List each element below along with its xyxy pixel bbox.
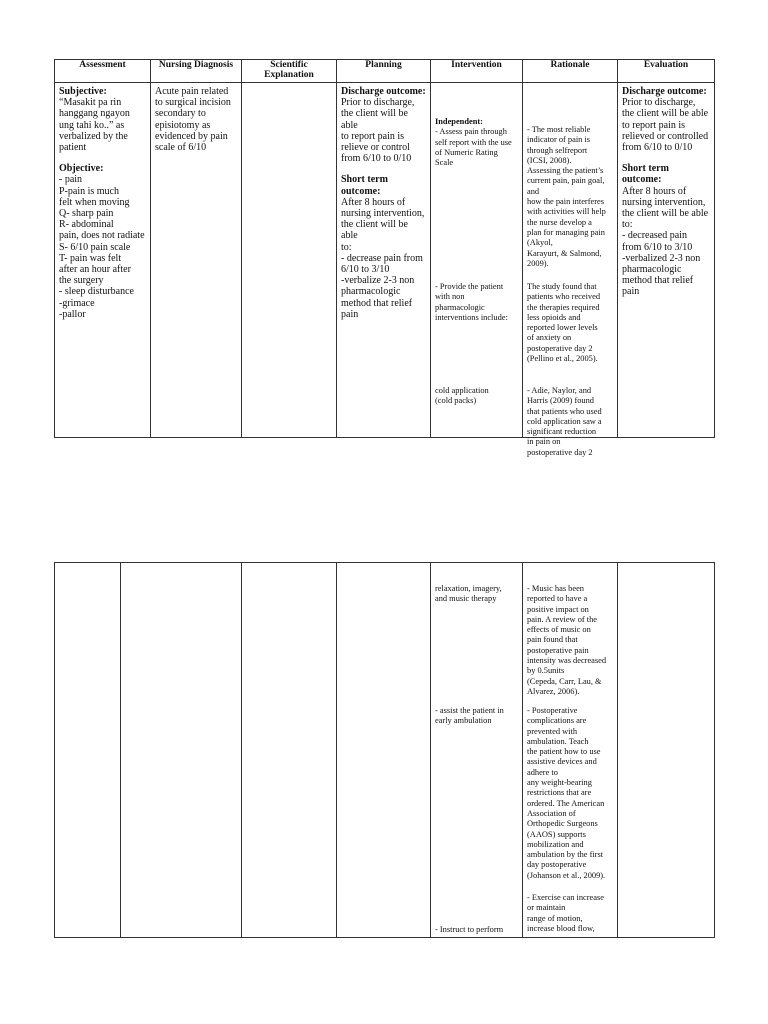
rationale-item: The study found that patients who received the therapies required less opioids and reported lower levels of anxiety on postoperative day 2 (Pellino et al., 2005). — [527, 282, 601, 364]
evaluation-discharge-label: Discharge outcome: — [622, 86, 707, 97]
assessment-cell — [55, 563, 121, 938]
rationale-item: - Adie, Naylor, and Harris (2009) found that patients who used cold application saw a significant reduction in pain on postoperative day 2 — [527, 386, 602, 457]
header-planning: Planning — [337, 60, 431, 83]
header-intervention: Intervention — [431, 60, 523, 83]
header-assessment: Assessment — [55, 60, 151, 83]
header-nursing-diagnosis: Nursing Diagnosis — [151, 60, 242, 83]
header-row — [55, 60, 715, 83]
evaluation-short-text: After 8 hours of nursing intervention, the client will be able to: - decreased pain from 6/10 to 3/10 -verbalized 2-3 non pharmacologic method that relief pain — [622, 185, 709, 298]
evaluation-short-label: Short term outcome: — [622, 163, 669, 186]
subjective-text: “Masakit pa rin hanggang ngayon ung tahi ko..” as verbalized by the patient — [59, 97, 130, 154]
header-rationale: Rationale — [523, 60, 618, 83]
intervention-item: - Assess pain through self report with the use of Numeric Rating Scale — [435, 127, 512, 168]
intervention-item: cold application (cold packs) — [435, 386, 489, 406]
rationale-item: - The most reliable indicator of pain is through selfreport (ICSI, 2008). Assessing the patient’s current pain, pain goal, and how the pain interferes with activities will help the nurse develop a plan for managing pain (Akyol, Karayurt, & Salmond, 2009). — [527, 125, 606, 268]
planning-cell — [337, 563, 431, 938]
scientific-explanation-cell — [242, 563, 337, 938]
evaluation-cell — [618, 563, 715, 938]
assessment-cell — [55, 83, 151, 438]
planning-short-text: After 8 hours of nursing intervention, the client will be able to: - decrease pain from 6/10 to 3/10 -verbalize 2-3 non pharmacologic method that relief pain — [341, 196, 425, 320]
intervention-item: - Provide the patient with non pharmacologic interventions include: — [435, 282, 508, 322]
intervention-independent-label: Independent: — [435, 117, 483, 126]
planning-short-label: Short term outcome: — [341, 174, 388, 197]
care-plan-table-page2 — [54, 562, 715, 938]
header-scientific-explanation: Scientific Explanation — [242, 60, 337, 83]
intervention-item: relaxation, imagery, and music therapy — [435, 584, 502, 604]
intervention-item: - assist the patient in early ambulation — [435, 706, 504, 726]
table-row — [55, 83, 715, 438]
header-evaluation: Evaluation — [618, 60, 715, 83]
intervention-cell — [431, 563, 523, 938]
scientific-explanation-cell — [242, 83, 337, 438]
objective-label: Objective: — [59, 163, 104, 175]
diagnosis-text: Acute pain related to surgical incision secondary to episiotomy as evidenced by pain scale of 6/10 — [155, 86, 231, 154]
objective-text: - pain P-pain is much felt when moving Q- sharp pain R- abdominal pain, does not radiate S- 6/10 pain scale T- pain was felt after an hour after the surgery - sleep disturbance -grimace -pallor — [59, 174, 145, 320]
planning-discharge-text: Prior to discharge, the client will be able to report pain is relieve or control from 6/10 to 0/10 — [341, 97, 415, 165]
planning-discharge-label: Discharge outcome: — [341, 86, 426, 97]
evaluation-cell — [618, 83, 715, 438]
rationale-item: - Exercise can increase or maintain range of motion, increase blood flow, — [527, 893, 604, 933]
intervention-item: - Instruct to perform — [435, 925, 504, 934]
rationale-cell — [523, 83, 618, 457]
planning-cell — [337, 83, 431, 438]
care-plan-table-page1 — [54, 59, 715, 457]
rationale-item: - Postoperative complications are prevented with ambulation. Teach the patient how to use assistive devices and adhere to any weight-bearing restrictions that are ordered. The American Association of Orthopedic Surgeons (AAOS) supports mobilization and ambulation by the first day postoperative (Johanson et al., 2009). — [527, 706, 606, 880]
intervention-cell — [431, 83, 523, 438]
table-row — [55, 563, 715, 938]
rationale-item: - Music has been reported to have a positive impact on pain. A review of the effects of music on pain found that postoperative pain intensity was decreased by 0.5units (Cepeda, Carr, Lau, & Alvarez, 2006). — [527, 584, 607, 696]
diagnosis-cell — [121, 563, 242, 938]
evaluation-discharge-text: Prior to discharge, the client will be able to report pain is relieved or controlled from 6/10 to 0/10 — [622, 97, 709, 154]
diagnosis-cell — [151, 83, 242, 438]
subjective-label: Subjective: — [59, 86, 107, 97]
rationale-cell — [523, 563, 618, 938]
